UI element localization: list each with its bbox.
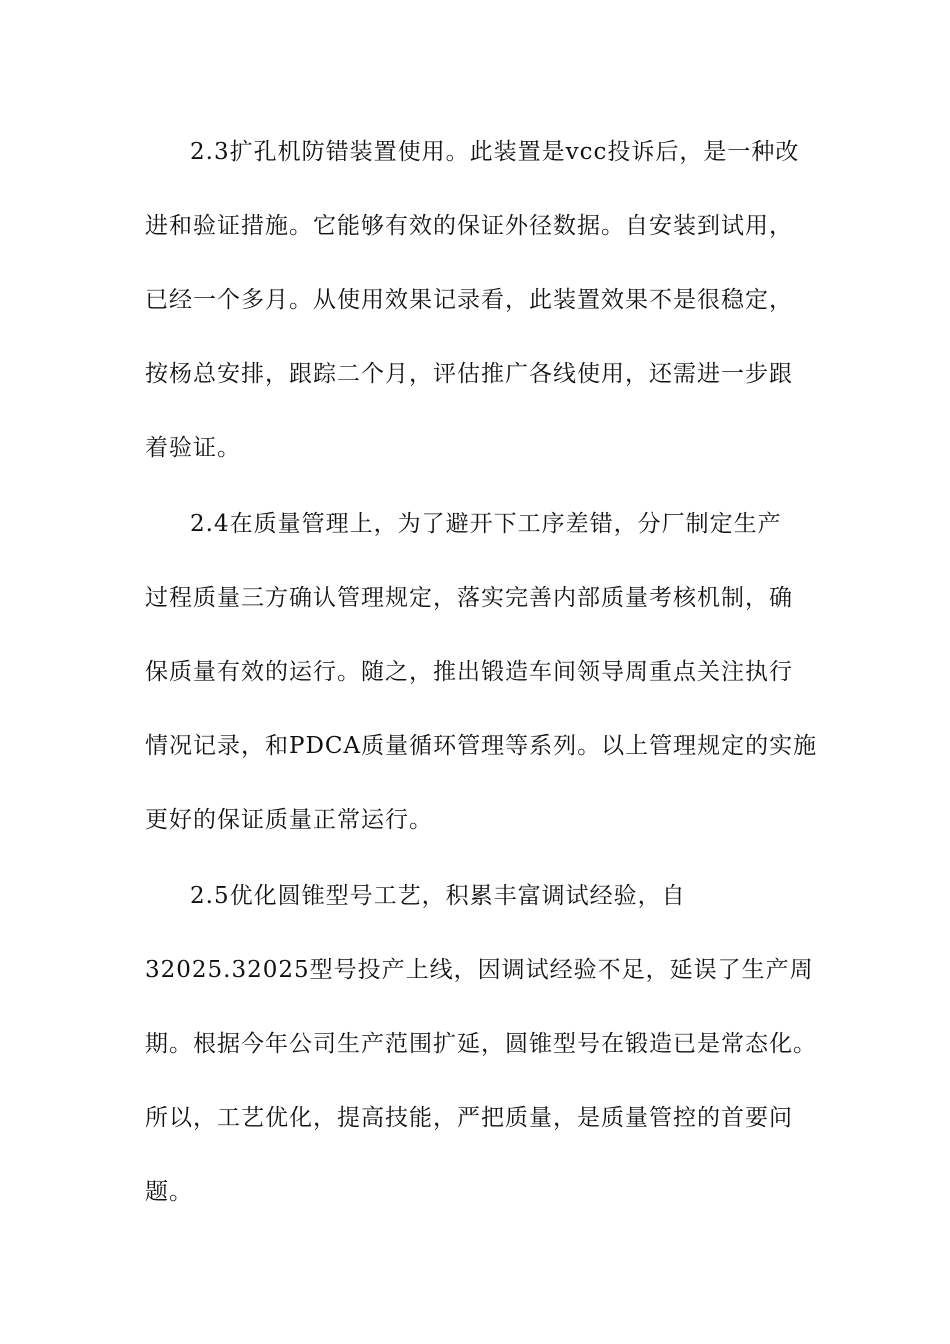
paragraph-2-4-line-1: 2.4在质量管理上，为了避开下工序差错，分厂制定生产 (190, 511, 782, 537)
paragraph-2-3-line-3: 已经一个多月。从使用效果记录看，此装置效果不是很稳定， (145, 287, 793, 313)
paragraph-2-3-line-5: 着验证。 (145, 435, 241, 461)
paragraph-2-4-line-2: 过程质量三方确认管理规定，落实完善内部质量考核机制，确 (145, 585, 793, 611)
paragraph-2-5-line-2: 32025.32025型号投产上线，因调试经验不足，延误了生产周 (145, 957, 814, 983)
paragraph-2-3-line-1: 2.3扩孔机防错装置使用。此装置是vcc投诉后，是一种改 (190, 139, 800, 165)
paragraph-2-4-line-5: 更好的保证质量正常运行。 (145, 807, 433, 833)
paragraph-2-3-line-4: 按杨总安排，跟踪二个月，评估推广各线使用，还需进一步跟 (145, 361, 793, 387)
paragraph-2-4-line-3: 保质量有效的运行。随之，推出锻造车间领导周重点关注执行 (145, 659, 793, 685)
paragraph-2-5-line-4: 所以，工艺优化，提高技能，严把质量，是质量管控的首要问 (145, 1105, 793, 1131)
paragraph-2-5-line-5: 题。 (145, 1179, 193, 1205)
paragraph-2-3-line-2: 进和验证措施。它能够有效的保证外径数据。自安装到试用， (145, 213, 793, 239)
paragraph-2-5-line-1: 2.5优化圆锥型号工艺，积累丰富调试经验，自 (190, 883, 686, 909)
paragraph-2-4-line-4: 情况记录，和PDCA质量循环管理等系列。以上管理规定的实施 (145, 733, 818, 759)
paragraph-2-5-line-3: 期。根据今年公司生产范围扩延，圆锥型号在锻造已是常态化。 (145, 1031, 817, 1057)
